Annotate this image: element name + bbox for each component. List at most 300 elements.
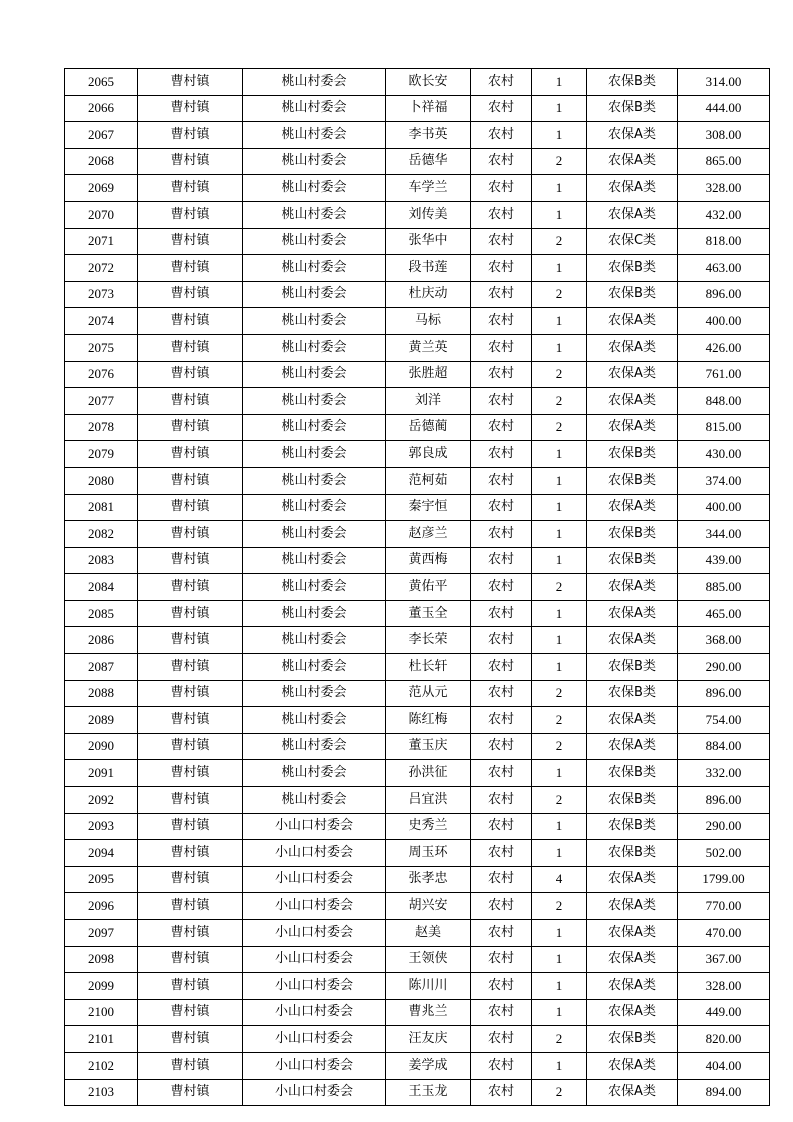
- cell-id: 2074: [65, 308, 138, 335]
- cell-category: 农保B类: [587, 521, 678, 548]
- cell-id: 2102: [65, 1052, 138, 1079]
- table-row: [65, 654, 770, 681]
- cell-town: 曹村镇: [138, 627, 243, 654]
- table-row: [65, 281, 770, 308]
- table-row: [65, 255, 770, 282]
- cell-name: 姜学成: [386, 1052, 471, 1079]
- cell-type: 农村: [471, 1079, 532, 1106]
- cell-id: 2090: [65, 733, 138, 760]
- cell-town: 曹村镇: [138, 281, 243, 308]
- cell-type: 农村: [471, 627, 532, 654]
- cell-count: 1: [532, 1052, 587, 1079]
- cell-village: 桃山村委会: [243, 521, 386, 548]
- cell-id: 2087: [65, 654, 138, 681]
- cell-type: 农村: [471, 414, 532, 441]
- cell-village: 桃山村委会: [243, 441, 386, 468]
- cell-village: 桃山村委会: [243, 414, 386, 441]
- cell-town: 曹村镇: [138, 122, 243, 149]
- cell-id: 2080: [65, 467, 138, 494]
- cell-village: 桃山村委会: [243, 228, 386, 255]
- cell-count: 1: [532, 920, 587, 947]
- data-table: [64, 68, 770, 1106]
- cell-name: 董玉庆: [386, 733, 471, 760]
- cell-id: 2066: [65, 95, 138, 122]
- cell-id: 2079: [65, 441, 138, 468]
- cell-village: 小山口村委会: [243, 813, 386, 840]
- cell-type: 农村: [471, 148, 532, 175]
- cell-id: 2098: [65, 946, 138, 973]
- cell-village: 小山口村委会: [243, 1026, 386, 1053]
- cell-type: 农村: [471, 175, 532, 202]
- cell-category: 农保A类: [587, 201, 678, 228]
- cell-type: 农村: [471, 813, 532, 840]
- cell-name: 岳德华: [386, 148, 471, 175]
- table-row: [65, 361, 770, 388]
- cell-type: 农村: [471, 201, 532, 228]
- cell-count: 2: [532, 787, 587, 814]
- table-row: [65, 388, 770, 415]
- cell-category: 农保B类: [587, 760, 678, 787]
- cell-town: 曹村镇: [138, 866, 243, 893]
- cell-count: 1: [532, 175, 587, 202]
- cell-category: 农保A类: [587, 334, 678, 361]
- cell-amount: 896.00: [678, 281, 770, 308]
- cell-type: 农村: [471, 521, 532, 548]
- cell-amount: 754.00: [678, 707, 770, 734]
- cell-amount: 290.00: [678, 813, 770, 840]
- cell-category: 农保A类: [587, 999, 678, 1026]
- cell-id: 2073: [65, 281, 138, 308]
- cell-count: 2: [532, 228, 587, 255]
- cell-id: 2094: [65, 840, 138, 867]
- cell-amount: 368.00: [678, 627, 770, 654]
- cell-category: 农保B类: [587, 281, 678, 308]
- cell-id: 2095: [65, 866, 138, 893]
- cell-name: 周玉环: [386, 840, 471, 867]
- cell-type: 农村: [471, 866, 532, 893]
- cell-category: 农保B类: [587, 441, 678, 468]
- cell-id: 2089: [65, 707, 138, 734]
- cell-village: 桃山村委会: [243, 760, 386, 787]
- cell-count: 1: [532, 840, 587, 867]
- cell-amount: 444.00: [678, 95, 770, 122]
- cell-name: 张胜超: [386, 361, 471, 388]
- cell-name: 杜长轩: [386, 654, 471, 681]
- cell-amount: 865.00: [678, 148, 770, 175]
- cell-town: 曹村镇: [138, 707, 243, 734]
- cell-village: 桃山村委会: [243, 654, 386, 681]
- cell-village: 桃山村委会: [243, 201, 386, 228]
- cell-category: 农保A类: [587, 122, 678, 149]
- cell-category: 农保B类: [587, 813, 678, 840]
- cell-category: 农保A类: [587, 1052, 678, 1079]
- cell-count: 2: [532, 1026, 587, 1053]
- cell-town: 曹村镇: [138, 521, 243, 548]
- cell-village: 桃山村委会: [243, 680, 386, 707]
- cell-amount: 426.00: [678, 334, 770, 361]
- cell-type: 农村: [471, 228, 532, 255]
- cell-category: 农保B类: [587, 69, 678, 96]
- cell-category: 农保A类: [587, 308, 678, 335]
- cell-type: 农村: [471, 999, 532, 1026]
- cell-name: 范从元: [386, 680, 471, 707]
- cell-name: 陈红梅: [386, 707, 471, 734]
- cell-village: 桃山村委会: [243, 600, 386, 627]
- cell-town: 曹村镇: [138, 840, 243, 867]
- table-body: [65, 69, 770, 1106]
- cell-name: 曹兆兰: [386, 999, 471, 1026]
- cell-type: 农村: [471, 787, 532, 814]
- cell-name: 马标: [386, 308, 471, 335]
- cell-type: 农村: [471, 760, 532, 787]
- cell-name: 段书莲: [386, 255, 471, 282]
- table-row: [65, 148, 770, 175]
- table-row: [65, 946, 770, 973]
- cell-amount: 404.00: [678, 1052, 770, 1079]
- cell-category: 农保B类: [587, 547, 678, 574]
- cell-village: 小山口村委会: [243, 893, 386, 920]
- table-row: [65, 707, 770, 734]
- cell-amount: 884.00: [678, 733, 770, 760]
- cell-id: 2068: [65, 148, 138, 175]
- cell-name: 赵美: [386, 920, 471, 947]
- table-row: [65, 521, 770, 548]
- cell-town: 曹村镇: [138, 361, 243, 388]
- cell-name: 黄兰英: [386, 334, 471, 361]
- cell-amount: 328.00: [678, 175, 770, 202]
- cell-town: 曹村镇: [138, 680, 243, 707]
- cell-count: 1: [532, 467, 587, 494]
- cell-category: 农保B类: [587, 1026, 678, 1053]
- cell-type: 农村: [471, 946, 532, 973]
- cell-count: 2: [532, 733, 587, 760]
- table-row: [65, 866, 770, 893]
- cell-id: 2096: [65, 893, 138, 920]
- cell-category: 农保A类: [587, 388, 678, 415]
- cell-name: 汪友庆: [386, 1026, 471, 1053]
- cell-village: 小山口村委会: [243, 1052, 386, 1079]
- cell-village: 小山口村委会: [243, 999, 386, 1026]
- cell-amount: 400.00: [678, 494, 770, 521]
- cell-category: 农保A类: [587, 175, 678, 202]
- table-row: [65, 201, 770, 228]
- cell-type: 农村: [471, 1026, 532, 1053]
- cell-count: 1: [532, 999, 587, 1026]
- cell-type: 农村: [471, 69, 532, 96]
- cell-village: 桃山村委会: [243, 547, 386, 574]
- cell-type: 农村: [471, 840, 532, 867]
- table-row: [65, 627, 770, 654]
- cell-count: 2: [532, 281, 587, 308]
- table-row: [65, 308, 770, 335]
- cell-count: 2: [532, 388, 587, 415]
- cell-category: 农保B类: [587, 680, 678, 707]
- cell-type: 农村: [471, 122, 532, 149]
- cell-town: 曹村镇: [138, 920, 243, 947]
- cell-category: 农保A类: [587, 574, 678, 601]
- cell-type: 农村: [471, 388, 532, 415]
- cell-town: 曹村镇: [138, 255, 243, 282]
- cell-id: 2101: [65, 1026, 138, 1053]
- cell-amount: 332.00: [678, 760, 770, 787]
- cell-count: 4: [532, 866, 587, 893]
- cell-village: 桃山村委会: [243, 787, 386, 814]
- cell-category: 农保C类: [587, 228, 678, 255]
- cell-count: 1: [532, 441, 587, 468]
- cell-id: 2091: [65, 760, 138, 787]
- cell-type: 农村: [471, 255, 532, 282]
- cell-name: 黄佑平: [386, 574, 471, 601]
- cell-town: 曹村镇: [138, 175, 243, 202]
- cell-id: 2092: [65, 787, 138, 814]
- cell-town: 曹村镇: [138, 414, 243, 441]
- cell-name: 王领侠: [386, 946, 471, 973]
- cell-id: 2081: [65, 494, 138, 521]
- cell-village: 小山口村委会: [243, 920, 386, 947]
- table-row: [65, 122, 770, 149]
- cell-village: 桃山村委会: [243, 255, 386, 282]
- cell-count: 1: [532, 973, 587, 1000]
- cell-name: 范柯茹: [386, 467, 471, 494]
- cell-count: 2: [532, 893, 587, 920]
- cell-village: 桃山村委会: [243, 175, 386, 202]
- cell-id: 2075: [65, 334, 138, 361]
- cell-id: 2077: [65, 388, 138, 415]
- cell-town: 曹村镇: [138, 441, 243, 468]
- cell-town: 曹村镇: [138, 946, 243, 973]
- cell-town: 曹村镇: [138, 69, 243, 96]
- cell-amount: 465.00: [678, 600, 770, 627]
- table-row: [65, 1079, 770, 1106]
- cell-village: 桃山村委会: [243, 494, 386, 521]
- table-row: [65, 999, 770, 1026]
- cell-id: 2069: [65, 175, 138, 202]
- cell-category: 农保A类: [587, 494, 678, 521]
- cell-town: 曹村镇: [138, 201, 243, 228]
- cell-village: 桃山村委会: [243, 122, 386, 149]
- cell-town: 曹村镇: [138, 1026, 243, 1053]
- cell-name: 秦宇恒: [386, 494, 471, 521]
- cell-name: 王玉龙: [386, 1079, 471, 1106]
- cell-category: 农保A类: [587, 600, 678, 627]
- cell-amount: 761.00: [678, 361, 770, 388]
- cell-type: 农村: [471, 600, 532, 627]
- cell-town: 曹村镇: [138, 733, 243, 760]
- cell-count: 1: [532, 521, 587, 548]
- cell-village: 桃山村委会: [243, 733, 386, 760]
- cell-type: 农村: [471, 654, 532, 681]
- cell-type: 农村: [471, 441, 532, 468]
- cell-amount: 432.00: [678, 201, 770, 228]
- cell-town: 曹村镇: [138, 760, 243, 787]
- cell-count: 1: [532, 547, 587, 574]
- cell-village: 桃山村委会: [243, 707, 386, 734]
- cell-town: 曹村镇: [138, 1052, 243, 1079]
- cell-category: 农保B类: [587, 95, 678, 122]
- cell-count: 2: [532, 574, 587, 601]
- cell-type: 农村: [471, 707, 532, 734]
- table-row: [65, 1026, 770, 1053]
- cell-category: 农保A类: [587, 946, 678, 973]
- cell-type: 农村: [471, 494, 532, 521]
- cell-town: 曹村镇: [138, 334, 243, 361]
- table-row: [65, 733, 770, 760]
- table-row: [65, 574, 770, 601]
- cell-id: 2093: [65, 813, 138, 840]
- cell-village: 桃山村委会: [243, 574, 386, 601]
- cell-category: 农保A类: [587, 920, 678, 947]
- cell-category: 农保A类: [587, 973, 678, 1000]
- cell-name: 郭良成: [386, 441, 471, 468]
- cell-id: 2084: [65, 574, 138, 601]
- table-row: [65, 494, 770, 521]
- cell-count: 2: [532, 1079, 587, 1106]
- cell-id: 2076: [65, 361, 138, 388]
- cell-town: 曹村镇: [138, 467, 243, 494]
- table-row: [65, 600, 770, 627]
- cell-name: 陈川川: [386, 973, 471, 1000]
- table-row: [65, 95, 770, 122]
- cell-count: 1: [532, 308, 587, 335]
- cell-category: 农保A类: [587, 893, 678, 920]
- cell-amount: 449.00: [678, 999, 770, 1026]
- cell-count: 1: [532, 122, 587, 149]
- cell-town: 曹村镇: [138, 388, 243, 415]
- cell-count: 2: [532, 707, 587, 734]
- cell-category: 农保B类: [587, 654, 678, 681]
- cell-name: 车学兰: [386, 175, 471, 202]
- table-row: [65, 813, 770, 840]
- cell-village: 桃山村委会: [243, 308, 386, 335]
- table-row: [65, 441, 770, 468]
- cell-category: 农保B类: [587, 467, 678, 494]
- cell-id: 2083: [65, 547, 138, 574]
- cell-amount: 848.00: [678, 388, 770, 415]
- cell-amount: 896.00: [678, 680, 770, 707]
- cell-id: 2070: [65, 201, 138, 228]
- cell-amount: 818.00: [678, 228, 770, 255]
- cell-category: 农保A类: [587, 627, 678, 654]
- cell-id: 2103: [65, 1079, 138, 1106]
- cell-amount: 885.00: [678, 574, 770, 601]
- cell-village: 桃山村委会: [243, 388, 386, 415]
- cell-type: 农村: [471, 361, 532, 388]
- cell-amount: 374.00: [678, 467, 770, 494]
- cell-type: 农村: [471, 920, 532, 947]
- cell-amount: 820.00: [678, 1026, 770, 1053]
- cell-name: 赵彦兰: [386, 521, 471, 548]
- cell-name: 卜祥福: [386, 95, 471, 122]
- cell-town: 曹村镇: [138, 574, 243, 601]
- table-row: [65, 893, 770, 920]
- cell-category: 农保A类: [587, 361, 678, 388]
- cell-town: 曹村镇: [138, 654, 243, 681]
- table-row: [65, 547, 770, 574]
- cell-count: 1: [532, 201, 587, 228]
- cell-id: 2086: [65, 627, 138, 654]
- cell-town: 曹村镇: [138, 787, 243, 814]
- cell-village: 桃山村委会: [243, 334, 386, 361]
- cell-village: 桃山村委会: [243, 281, 386, 308]
- cell-id: 2097: [65, 920, 138, 947]
- cell-amount: 894.00: [678, 1079, 770, 1106]
- cell-count: 1: [532, 946, 587, 973]
- cell-town: 曹村镇: [138, 600, 243, 627]
- cell-id: 2072: [65, 255, 138, 282]
- cell-name: 刘传美: [386, 201, 471, 228]
- cell-type: 农村: [471, 281, 532, 308]
- table-row: [65, 760, 770, 787]
- cell-amount: 815.00: [678, 414, 770, 441]
- cell-type: 农村: [471, 334, 532, 361]
- cell-amount: 896.00: [678, 787, 770, 814]
- cell-id: 2067: [65, 122, 138, 149]
- cell-name: 孙洪征: [386, 760, 471, 787]
- cell-amount: 314.00: [678, 69, 770, 96]
- cell-name: 董玉全: [386, 600, 471, 627]
- cell-category: 农保B类: [587, 787, 678, 814]
- table-row: [65, 175, 770, 202]
- cell-amount: 439.00: [678, 547, 770, 574]
- cell-count: 1: [532, 69, 587, 96]
- cell-town: 曹村镇: [138, 148, 243, 175]
- cell-name: 胡兴安: [386, 893, 471, 920]
- cell-id: 2085: [65, 600, 138, 627]
- cell-village: 小山口村委会: [243, 946, 386, 973]
- cell-count: 2: [532, 148, 587, 175]
- cell-count: 1: [532, 334, 587, 361]
- cell-amount: 770.00: [678, 893, 770, 920]
- cell-amount: 430.00: [678, 441, 770, 468]
- cell-name: 张华中: [386, 228, 471, 255]
- cell-count: 1: [532, 95, 587, 122]
- cell-name: 李长荣: [386, 627, 471, 654]
- cell-name: 张孝忠: [386, 866, 471, 893]
- cell-amount: 470.00: [678, 920, 770, 947]
- cell-type: 农村: [471, 95, 532, 122]
- cell-category: 农保A类: [587, 1079, 678, 1106]
- table-row: [65, 69, 770, 96]
- cell-amount: 290.00: [678, 654, 770, 681]
- cell-name: 黄西梅: [386, 547, 471, 574]
- cell-id: 2065: [65, 69, 138, 96]
- cell-category: 农保B类: [587, 255, 678, 282]
- cell-type: 农村: [471, 973, 532, 1000]
- cell-name: 史秀兰: [386, 813, 471, 840]
- cell-category: 农保A类: [587, 148, 678, 175]
- cell-town: 曹村镇: [138, 494, 243, 521]
- cell-type: 农村: [471, 467, 532, 494]
- table-row: [65, 973, 770, 1000]
- table-row: [65, 414, 770, 441]
- cell-type: 农村: [471, 574, 532, 601]
- cell-name: 欧长安: [386, 69, 471, 96]
- cell-type: 农村: [471, 1052, 532, 1079]
- cell-count: 1: [532, 760, 587, 787]
- cell-village: 桃山村委会: [243, 69, 386, 96]
- cell-village: 桃山村委会: [243, 148, 386, 175]
- cell-id: 2099: [65, 973, 138, 1000]
- cell-village: 小山口村委会: [243, 840, 386, 867]
- cell-amount: 328.00: [678, 973, 770, 1000]
- table-row: [65, 228, 770, 255]
- cell-type: 农村: [471, 733, 532, 760]
- table-row: [65, 1052, 770, 1079]
- cell-name: 刘洋: [386, 388, 471, 415]
- cell-count: 2: [532, 680, 587, 707]
- cell-town: 曹村镇: [138, 547, 243, 574]
- cell-amount: 367.00: [678, 946, 770, 973]
